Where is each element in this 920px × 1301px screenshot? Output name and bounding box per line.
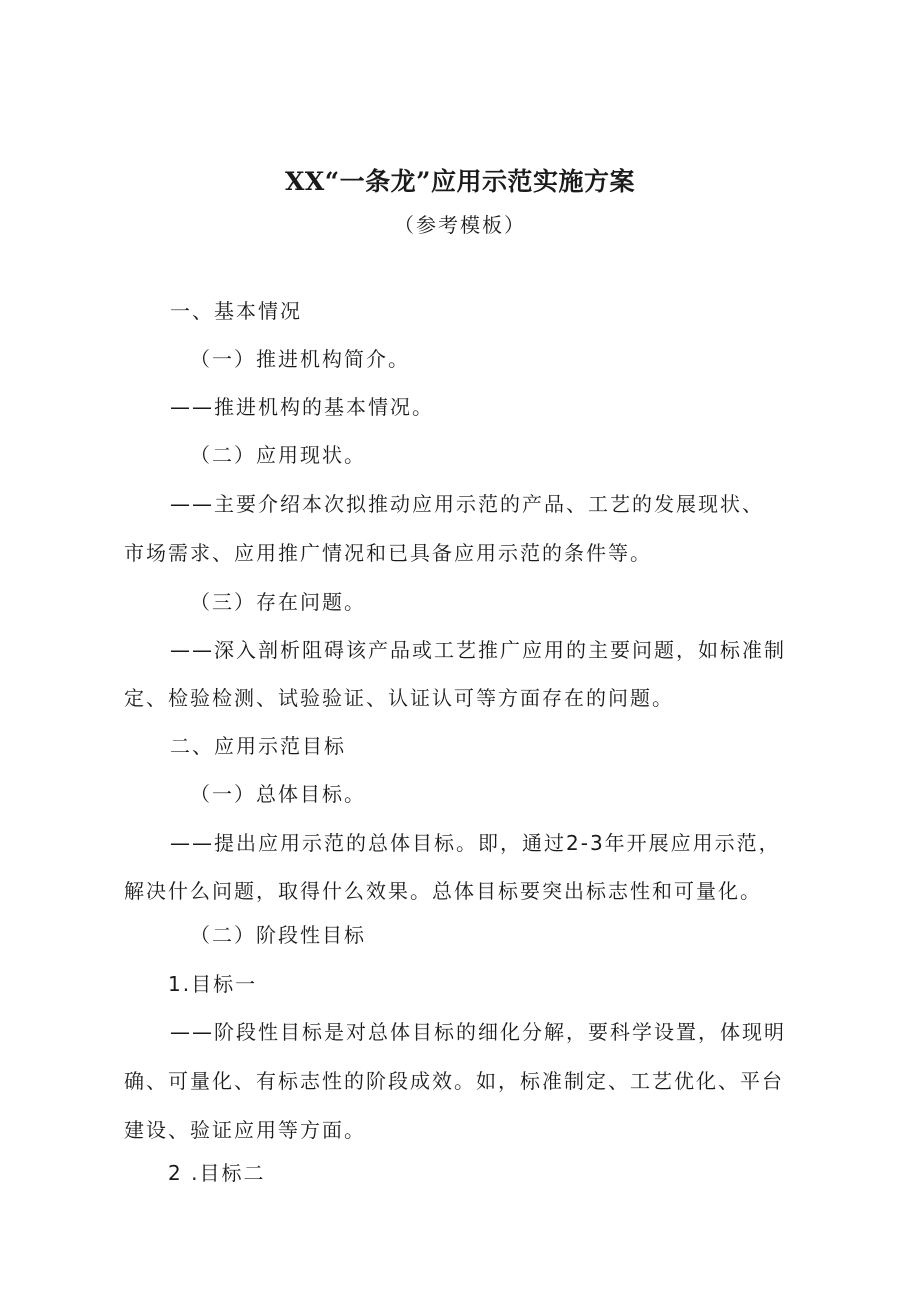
subsection-heading-status: （二）应用现状。 [190,443,366,467]
paragraph-line: ——提出应用示范的总体目标。即，通过2-3年开展应用示范， [170,831,781,855]
subsection-heading-problems: （三）存在问题。 [190,590,366,614]
document-subtitle: （参考模板） [394,213,526,237]
list-item-goal-two: 2 .目标二 [168,1161,266,1185]
paragraph-line: ——阶段性目标是对总体目标的细化分解，要科学设置，体现明 [170,1020,786,1044]
section-heading-goals: 二、应用示范目标 [170,734,346,758]
paragraph-line: ——深入剖析阻碍该产品或工艺推广应用的主要问题，如标准制 [170,638,786,662]
subsection-heading-overall-goal: （一）总体目标。 [190,782,366,806]
paragraph-line: 定、检验检测、试验验证、认证认可等方面存在的问题。 [124,686,674,710]
paragraph-line: 确、可量化、有标志性的阶段成效。如，标准制定、工艺优化、平台 [124,1069,784,1093]
document-title: XX“一条龙”应用示范实施方案 [284,167,636,196]
subsection-heading-org-intro: （一）推进机构简介。 [190,347,410,371]
list-item-goal-one: 1.目标一 [168,972,258,996]
subsection-heading-stage-goals: （二）阶段性目标 [190,923,366,947]
paragraph-line: 建设、验证应用等方面。 [124,1118,366,1142]
paragraph-line: ——主要介绍本次拟推动应用示范的产品、工艺的发展现状、 [170,492,764,516]
paragraph-line: 解决什么问题，取得什么效果。总体目标要突出标志性和可量化。 [124,879,762,903]
section-heading-basic: 一、基本情况 [170,299,302,323]
paragraph-line: 市场需求、应用推广情况和已具备应用示范的条件等。 [124,541,652,565]
paragraph-line: ——推进机构的基本情况。 [170,395,434,419]
